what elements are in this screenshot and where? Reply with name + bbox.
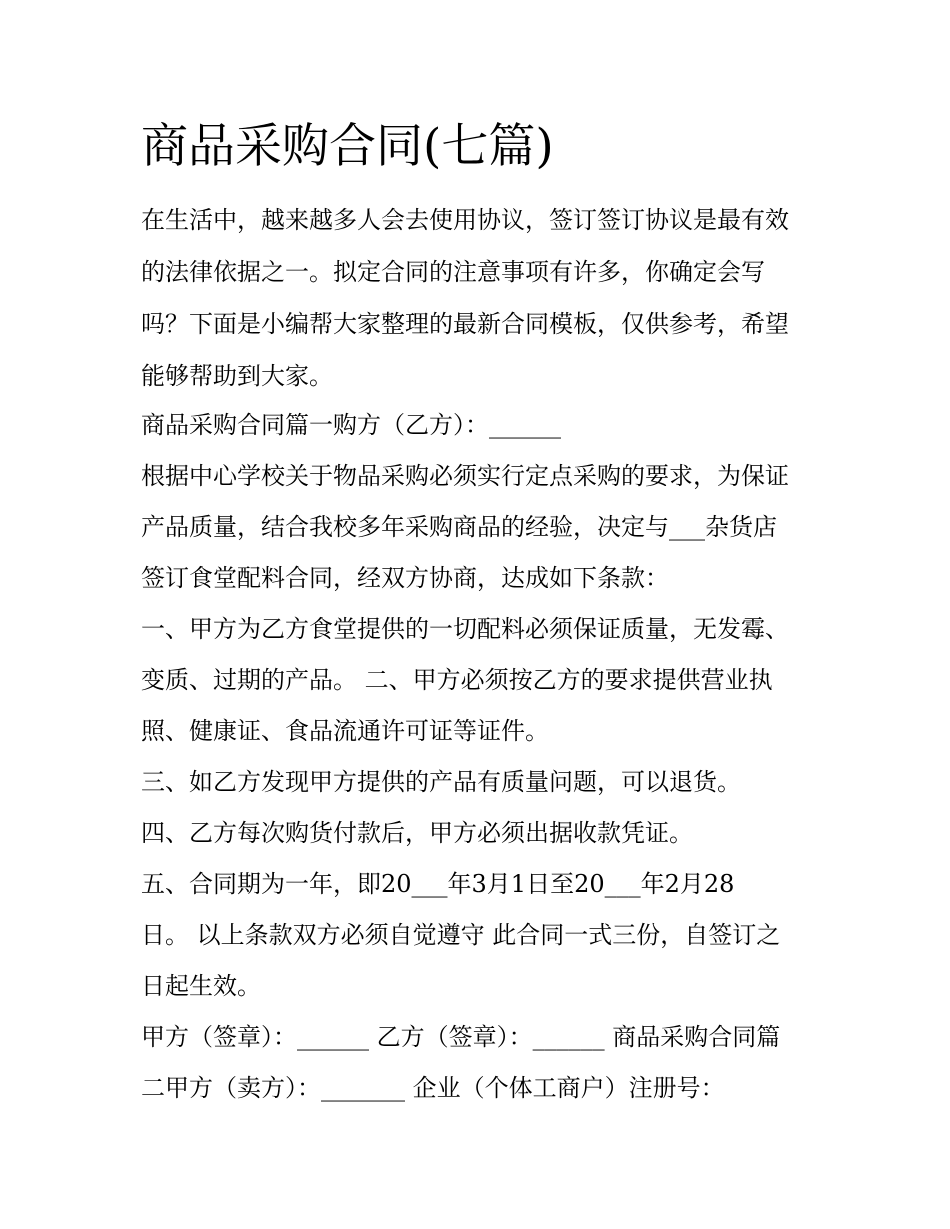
document-title: 商品采购合同(七篇) <box>141 119 554 174</box>
text-line: 一、甲方为乙方食堂提供的一切配料必须保证质量，无发霉、 <box>141 615 789 643</box>
text-line: 二甲方（卖方）：_______ 企业（个体工商户）注册号： <box>141 1074 725 1102</box>
text-line: 签订食堂配料合同，经双方协商，达成如下条款： <box>141 564 669 592</box>
text-line: 五、合同期为一年，即20___年3月1日至20___年2月28 <box>141 870 735 898</box>
text-line: 在生活中，越来越多人会去使用协议，签订签订协议是最有效 <box>141 206 789 234</box>
text-line: 产品质量，结合我校多年采购商品的经验，决定与___杂货店 <box>141 513 777 541</box>
text-line: 四、乙方每次购货付款后，甲方必须出据收款凭证。 <box>141 819 693 847</box>
text-line: 变质、过期的产品。 二、甲方必须按乙方的要求提供营业执 <box>141 666 773 694</box>
text-line: 日起生效。 <box>141 972 261 1000</box>
text-line: 三、如乙方发现甲方提供的产品有质量问题，可以退货。 <box>141 768 741 796</box>
text-line: 甲方（签章）：______ 乙方（签章）：______ 商品采购合同篇 <box>141 1023 781 1051</box>
text-line: 日。 以上条款双方必须自觉遵守 此合同一式三份，自签订之 <box>141 921 781 949</box>
text-line: 商品采购合同篇一购方（乙方）：______ <box>141 411 561 439</box>
text-line: 吗？下面是小编帮大家整理的最新合同模板，仅供参考，希望 <box>141 310 789 338</box>
text-line: 能够帮助到大家。 <box>141 362 333 390</box>
text-line: 照、健康证、食品流通许可证等证件。 <box>141 717 549 745</box>
text-line: 的法律依据之一。拟定合同的注意事项有许多，你确定会写 <box>141 258 765 286</box>
text-line: 根据中心学校关于物品采购必须实行定点采购的要求，为保证 <box>141 462 789 490</box>
